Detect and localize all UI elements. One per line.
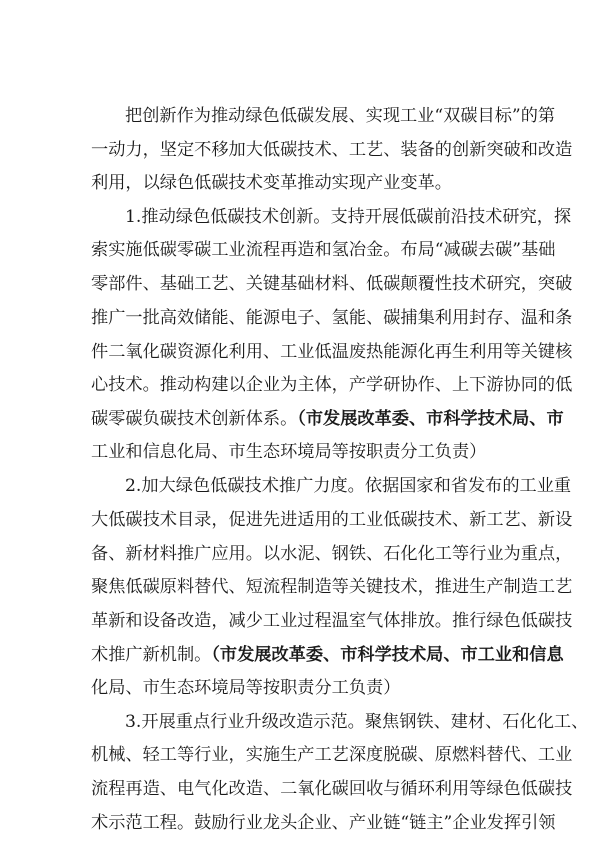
text-line: 3.开展重点行业升级改造示范。聚焦钢铁、建材、石化化工、 [125, 712, 589, 732]
text-line: 术示范工程。鼓励行业龙头企业、产业链“链主”企业发挥引领 [91, 813, 556, 833]
text-line: 索实施低碳零碳工业流程再造和氢冶金。布局“减碳去碳”基础 [91, 240, 556, 260]
text-line: 2.加大绿色低碳技术推广力度。依据国家和省发布的工业重 [125, 476, 572, 496]
text-line: 机械、轻工等行业，实施生产工艺深度脱碳、原燃料替代、工业 [91, 745, 573, 765]
responsible-departments: 化局、市生态环境局等按职责分工负责） [91, 678, 401, 698]
responsible-departments: （市发展改革委、市科学技术局、市 [297, 409, 564, 429]
text-line: 革新和设备改造，减少工业过程温室气体排放。推行绿色低碳技 [91, 611, 573, 631]
text-line: 把创新作为推动绿色低碳发展、实现工业“双碳目标”的第 [125, 106, 556, 126]
text-line: 1.推动绿色低碳技术创新。支持开展低碳前沿技术研究，探 [125, 207, 572, 227]
text-line: 推广一批高效储能、能源电子、氢能、碳捕集利用封存、温和条 [91, 308, 573, 328]
text-line: 件二氧化碳资源化利用、工业低温废热能源化再生利用等关键核 [91, 342, 573, 362]
text-line: 备、新材料推广应用。以水泥、钢铁、石化化工等行业为重点， [91, 544, 573, 564]
responsible-departments: （市发展改革委、市科学技术局、市工业和信息 [211, 645, 564, 665]
text-line: 利用，以绿色低碳技术变革推动实现产业变革。 [91, 173, 452, 193]
text-line: 心技术。推动构建以企业为主体，产学研协作、上下游协同的低 [91, 375, 573, 395]
text-line: 流程再造、电气化改造、二氧化碳回收与循环利用等绿色低碳技 [91, 779, 573, 799]
text-line: 零部件、基础工艺、关键基础材料、低碳颠覆性技术研究，突破 [91, 274, 573, 294]
text-line: 一动力，坚定不移加大低碳技术、工艺、装备的创新突破和改造 [91, 140, 573, 160]
text-segment: 术推广新机制。 [91, 645, 212, 665]
text-line: 大低碳技术目录，促进先进适用的工业低碳技术、新工艺、新设 [91, 510, 573, 530]
text-line [91, 640, 564, 670]
responsible-departments: 工业和信息化局、市生态环境局等按职责分工负责） [91, 442, 487, 462]
text-segment: 碳零碳负碳技术创新体系。 [91, 409, 298, 429]
text-line [91, 404, 564, 434]
text-line: 聚焦低碳原料替代、短流程制造等关键技术，推进生产制造工艺 [91, 577, 573, 597]
